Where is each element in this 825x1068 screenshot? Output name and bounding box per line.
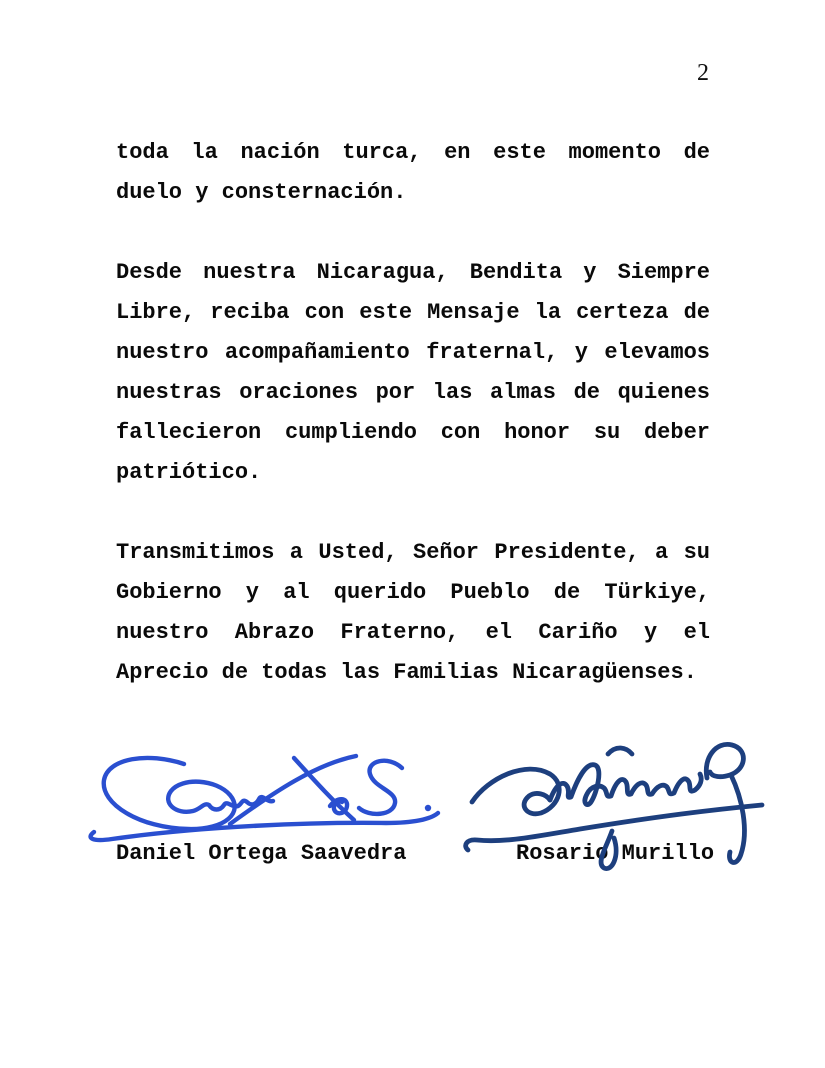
page-number: 2 (697, 60, 709, 86)
letter-line: Aprecio de todas las Familias Nicaragüenses. (116, 660, 697, 685)
letter-body (116, 133, 710, 733)
letter-line: duelo y consternación. (116, 180, 407, 205)
letter-line: nuestro Abrazo Fraterno, el Cariño y el (116, 620, 710, 645)
letter-line: nuestras oraciones por las almas de quienes (116, 380, 710, 405)
ortega-signature-icon (84, 750, 440, 844)
signatory-name-murillo: Rosario Murillo (516, 841, 715, 866)
letter-line: patriótico. (116, 460, 262, 485)
letter-paragraph (116, 133, 710, 213)
letter-line: Transmitimos a Usted, Señor Presidente, a su (116, 540, 710, 565)
letter-line: Libre, reciba con este Mensaje la certeza de (116, 300, 710, 325)
letter-line: fallecieron cumpliendo con honor su deber (116, 420, 710, 445)
letter-line: toda la nación turca, en este momento de (116, 140, 710, 165)
letter-line: Gobierno y al querido Pueblo de Türkiye, (116, 580, 710, 605)
murillo-signature-icon (460, 736, 770, 872)
letter-paragraph (116, 533, 710, 693)
letter-line: Desde nuestra Nicaragua, Bendita y Siempre (116, 260, 710, 285)
signatory-name-ortega: Daniel Ortega Saavedra (116, 841, 407, 866)
letter-paragraph (116, 253, 710, 493)
letter-line: nuestro acompañamiento fraternal, y elevamos (116, 340, 710, 365)
